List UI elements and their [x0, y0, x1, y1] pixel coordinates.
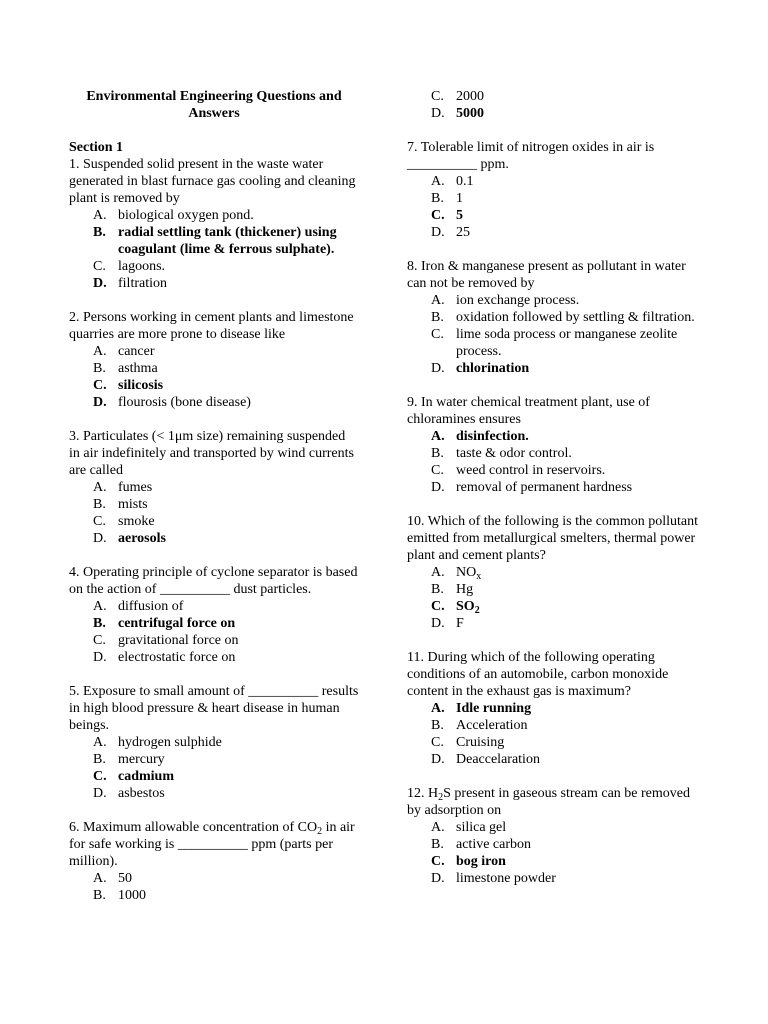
option-letter: D.	[93, 276, 107, 291]
option-text	[456, 615, 707, 632]
option-a	[69, 870, 359, 887]
left-question-list	[69, 156, 359, 904]
subscript: 2	[317, 826, 323, 837]
question-text: 8. Iron & manganese present as pollutant in water can not be removed by	[407, 259, 686, 291]
option-letter: D.	[431, 871, 445, 886]
option-c	[407, 326, 707, 360]
option-text	[118, 343, 359, 360]
option-letter: D.	[431, 361, 445, 376]
option-d	[69, 785, 359, 802]
option-text-main: oxidation followed by settling & filtration.	[456, 310, 695, 325]
option-letter: C.	[431, 735, 444, 750]
option-text	[456, 479, 707, 496]
option-b	[69, 496, 359, 513]
question-q3	[69, 428, 359, 547]
option-text-main: ion exchange process.	[456, 293, 580, 308]
option-text	[456, 445, 707, 462]
option-text-main: active carbon	[456, 837, 532, 852]
option-text-main: mists	[118, 497, 148, 512]
option-letter: B.	[93, 361, 106, 376]
option-c	[69, 377, 359, 394]
option-text-main: disinfection.	[456, 429, 529, 444]
option-text	[118, 207, 359, 224]
option-text	[118, 870, 359, 887]
option-c	[69, 513, 359, 530]
option-letter: C.	[93, 378, 107, 393]
option-text-main: 2000	[456, 89, 484, 104]
option-a	[407, 173, 707, 190]
option-d	[69, 649, 359, 666]
left-column	[69, 88, 359, 921]
option-text-main: lime soda process or manganese zeolite process.	[456, 327, 678, 359]
option-text-main: NO	[456, 565, 477, 580]
question-q12	[407, 785, 707, 887]
option-letter: A.	[431, 429, 445, 444]
option-list	[407, 173, 707, 241]
option-text	[118, 479, 359, 496]
option-text-main: SO	[456, 599, 475, 614]
option-list	[407, 819, 707, 887]
option-text-main: 25	[456, 225, 470, 240]
option-b	[69, 615, 359, 632]
question-text-part: S present in gaseous stream can be removed by adsorption on	[407, 786, 690, 818]
option-c	[407, 598, 707, 615]
option-text	[456, 326, 707, 360]
option-text-main: Cruising	[456, 735, 505, 750]
option-text-main: gravitational force on	[118, 633, 239, 648]
question-text: 2. Persons working in cement plants and limestone quarries are more prone to disease like	[69, 310, 354, 342]
option-text-main: electrostatic force on	[118, 650, 236, 665]
option-text-main: smoke	[118, 514, 155, 529]
option-c	[407, 88, 707, 105]
option-text	[456, 581, 707, 598]
option-a	[69, 734, 359, 751]
option-list	[407, 292, 707, 377]
option-text	[456, 360, 707, 377]
option-b	[407, 717, 707, 734]
question-q10	[407, 513, 707, 632]
option-a	[69, 598, 359, 615]
option-list	[69, 343, 359, 411]
option-text-main: Idle running	[456, 701, 532, 716]
question-q7	[407, 139, 707, 241]
option-a	[407, 428, 707, 445]
option-text	[456, 598, 707, 615]
option-text	[456, 751, 707, 768]
option-d	[69, 530, 359, 547]
option-text	[118, 649, 359, 666]
option-letter: D.	[93, 650, 107, 665]
option-letter: A.	[93, 871, 107, 886]
option-d	[407, 479, 707, 496]
option-text	[456, 564, 707, 581]
option-text-main: centrifugal force on	[118, 616, 236, 631]
question-text: 3. Particulates (< 1μm size) remaining suspended in air indefinitely and transported by wind currents are called	[69, 429, 354, 478]
option-b	[407, 581, 707, 598]
option-letter: D.	[431, 480, 445, 495]
option-list	[407, 428, 707, 496]
option-text	[118, 394, 359, 411]
option-b	[407, 445, 707, 462]
option-text	[456, 717, 707, 734]
option-text-main: diffusion of	[118, 599, 184, 614]
option-letter: B.	[431, 191, 444, 206]
option-letter: D.	[93, 786, 107, 801]
right-question-list	[407, 88, 707, 887]
option-list	[69, 479, 359, 547]
option-text-main: 0.1	[456, 174, 474, 189]
question-q4	[69, 564, 359, 666]
question-text-part: in air for safe working is __________ ppm (parts per million).	[69, 820, 355, 869]
option-list	[69, 207, 359, 292]
option-text	[118, 377, 359, 394]
option-letter: C.	[431, 854, 445, 869]
option-d	[407, 751, 707, 768]
option-list	[69, 598, 359, 666]
option-text-main: weed control in reservoirs.	[456, 463, 606, 478]
option-text-main: filtration	[118, 276, 167, 291]
option-c	[69, 768, 359, 785]
option-text	[456, 734, 707, 751]
option-letter: A.	[431, 174, 445, 189]
question-text-part: 12. H	[407, 786, 439, 801]
option-letter: A.	[431, 293, 445, 308]
option-text	[456, 428, 707, 445]
option-text	[456, 292, 707, 309]
option-text	[456, 870, 707, 887]
question-q6-continued	[407, 88, 707, 122]
option-a	[407, 700, 707, 717]
option-letter: C.	[93, 514, 106, 529]
option-text	[118, 887, 359, 904]
option-text	[456, 105, 707, 122]
question-q1	[69, 156, 359, 292]
option-list	[407, 88, 707, 122]
option-b	[407, 836, 707, 853]
option-letter: B.	[93, 616, 106, 631]
option-a	[407, 292, 707, 309]
option-d	[407, 360, 707, 377]
option-text-main: limestone powder	[456, 871, 556, 886]
option-text-main: chlorination	[456, 361, 530, 376]
option-letter: B.	[431, 837, 444, 852]
option-text-main: flourosis (bone disease)	[118, 395, 251, 410]
subscript: 2	[438, 792, 444, 803]
option-text-main: aerosols	[118, 531, 166, 546]
option-text	[456, 836, 707, 853]
option-text	[456, 700, 707, 717]
option-letter: B.	[93, 752, 106, 767]
option-c	[407, 734, 707, 751]
option-text-main: Deaccelaration	[456, 752, 540, 767]
option-letter: B.	[431, 718, 444, 733]
question-q6	[69, 819, 359, 904]
option-text	[456, 173, 707, 190]
option-d	[407, 105, 707, 122]
subscript: 2	[474, 605, 480, 616]
option-letter: D.	[93, 531, 107, 546]
option-c	[69, 632, 359, 649]
option-text-main: cancer	[118, 344, 155, 359]
option-letter: C.	[93, 769, 107, 784]
option-text-main: F	[456, 616, 464, 631]
question-q5	[69, 683, 359, 802]
option-list	[69, 870, 359, 904]
option-a	[69, 207, 359, 224]
option-b	[407, 309, 707, 326]
option-list	[407, 564, 707, 632]
question-q2	[69, 309, 359, 411]
option-text	[118, 360, 359, 377]
option-text	[118, 258, 359, 275]
option-text-main: asthma	[118, 361, 158, 376]
option-text	[118, 496, 359, 513]
option-a	[407, 564, 707, 581]
question-q8	[407, 258, 707, 377]
option-b	[69, 360, 359, 377]
question-text: 7. Tolerable limit of nitrogen oxides in air is __________ ppm.	[407, 140, 655, 172]
question-text-part: 6. Maximum allowable concentration of CO	[69, 820, 318, 835]
option-letter: C.	[431, 463, 444, 478]
question-text	[69, 819, 359, 870]
option-c	[407, 207, 707, 224]
option-c	[407, 462, 707, 479]
section-heading: Section 1	[69, 140, 124, 155]
question-text: 11. During which of the following operating conditions of an automobile, carbon monoxide content in the exhaust gas is maximum?	[407, 650, 669, 699]
option-text-main: biological oxygen pond.	[118, 208, 254, 223]
option-text-main: taste & odor control.	[456, 446, 572, 461]
option-d	[407, 224, 707, 241]
option-letter: C.	[431, 599, 445, 614]
option-text	[456, 207, 707, 224]
option-letter: A.	[93, 599, 107, 614]
option-text	[118, 513, 359, 530]
option-text	[456, 190, 707, 207]
question-text: 4. Operating principle of cyclone separator is based on the action of __________ dust particles.	[69, 565, 358, 597]
option-text-main: 50	[118, 871, 132, 886]
option-list	[407, 700, 707, 768]
option-d	[69, 275, 359, 292]
document-title: Environmental Engineering Questions and Answers	[86, 89, 342, 121]
option-letter: B.	[93, 888, 106, 903]
question-text: 10. Which of the following is the common pollutant emitted from metallurgical smelters, thermal power plant and cement plants?	[407, 514, 698, 563]
option-b	[407, 190, 707, 207]
option-text	[118, 751, 359, 768]
option-text	[456, 462, 707, 479]
option-letter: A.	[431, 820, 445, 835]
option-text-main: Acceleration	[456, 718, 528, 733]
option-letter: B.	[431, 310, 444, 325]
option-letter: B.	[431, 582, 444, 597]
option-b	[69, 224, 359, 258]
option-text	[118, 224, 359, 258]
option-text	[456, 88, 707, 105]
option-text	[118, 598, 359, 615]
question-text: 1. Suspended solid present in the waste water generated in blast furnace gas cooling and cleaning plant is removed by	[69, 157, 356, 206]
option-d	[407, 870, 707, 887]
question-q9	[407, 394, 707, 496]
option-letter: D.	[431, 225, 445, 240]
option-text	[118, 768, 359, 785]
option-text-main: 1000	[118, 888, 146, 903]
option-text	[118, 530, 359, 547]
option-letter: D.	[431, 616, 445, 631]
option-letter: C.	[431, 327, 444, 342]
option-letter: A.	[431, 565, 445, 580]
option-b	[69, 887, 359, 904]
option-letter: B.	[431, 446, 444, 461]
option-text	[456, 819, 707, 836]
option-text	[456, 309, 707, 326]
option-text-main: 5000	[456, 106, 484, 121]
option-d	[407, 615, 707, 632]
option-letter: A.	[93, 480, 107, 495]
option-letter: B.	[93, 497, 106, 512]
option-letter: B.	[93, 225, 106, 240]
option-c	[69, 258, 359, 275]
option-letter: D.	[431, 106, 445, 121]
option-text-main: 5	[456, 208, 463, 223]
option-letter: D.	[431, 752, 445, 767]
option-letter: A.	[93, 344, 107, 359]
question-text	[407, 785, 707, 819]
option-b	[69, 751, 359, 768]
option-c	[407, 853, 707, 870]
question-q11	[407, 649, 707, 768]
option-a	[69, 343, 359, 360]
option-text-main: bog iron	[456, 854, 506, 869]
option-a	[69, 479, 359, 496]
option-text-main: radial settling tank (thickener) using coagulant (lime & ferrous sulphate).	[118, 225, 337, 257]
right-column	[407, 88, 707, 904]
question-text: 5. Exposure to small amount of __________ results in high blood pressure & heart disease in human beings.	[69, 684, 359, 733]
option-text-main: silicosis	[118, 378, 164, 393]
option-text-main: silica gel	[456, 820, 507, 835]
option-text	[118, 615, 359, 632]
option-letter: A.	[93, 735, 107, 750]
option-d	[69, 394, 359, 411]
option-text-main: 1	[456, 191, 463, 206]
option-letter: A.	[93, 208, 107, 223]
option-text	[118, 785, 359, 802]
option-letter: C.	[431, 89, 444, 104]
option-text-main: lagoons.	[118, 259, 166, 274]
option-text	[118, 734, 359, 751]
option-letter: C.	[93, 259, 106, 274]
option-letter: C.	[93, 633, 106, 648]
option-list	[69, 734, 359, 802]
option-a	[407, 819, 707, 836]
option-text-main: hydrogen sulphide	[118, 735, 222, 750]
option-text-main: Hg	[456, 582, 474, 597]
option-text	[456, 224, 707, 241]
option-letter: A.	[431, 701, 445, 716]
option-text	[118, 632, 359, 649]
option-letter: C.	[431, 208, 445, 223]
option-text-main: asbestos	[118, 786, 165, 801]
subscript: x	[476, 571, 482, 582]
option-text-main: mercury	[118, 752, 165, 767]
option-text-main: fumes	[118, 480, 153, 495]
question-text: 9. In water chemical treatment plant, use of chloramines ensures	[407, 395, 650, 427]
option-text-main: removal of permanent hardness	[456, 480, 633, 495]
option-text	[456, 853, 707, 870]
option-text	[118, 275, 359, 292]
option-letter: D.	[93, 395, 107, 410]
option-text-main: cadmium	[118, 769, 174, 784]
